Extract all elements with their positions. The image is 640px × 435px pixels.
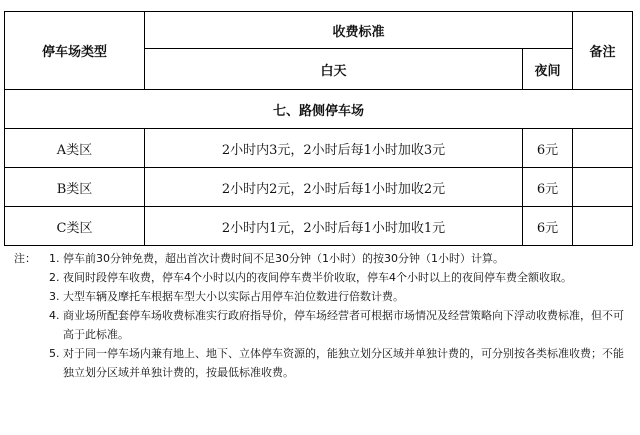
section-row bbox=[5, 90, 633, 129]
night-fee-cell: 6元 bbox=[523, 168, 573, 207]
night-fee-cell: 6元 bbox=[523, 129, 573, 168]
note-item bbox=[49, 249, 624, 268]
zone-cell: A类区 bbox=[5, 129, 145, 168]
note-item bbox=[49, 287, 624, 306]
section-title: 七、路侧停车场 bbox=[5, 90, 633, 129]
note-number: 2. bbox=[49, 271, 60, 284]
note-text: 商业场所配套停车场收费标准实行政府指导价，停车场经营者可根据市场情况及经营策略向下浮动收费标准，但不可高于此标准。 bbox=[63, 309, 624, 341]
note-text: 对于同一停车场内兼有地上、地下、立体停车资源的，能独立划分区域并单独计费的，可分别按各类标准收费；不能独立划分区域并单独计费的，按最低标准收费。 bbox=[63, 347, 624, 379]
day-fee-cell: 2小时内2元，2小时后每1小时加收2元 bbox=[145, 168, 523, 207]
header-day: 白天 bbox=[145, 49, 523, 90]
remark-cell bbox=[573, 168, 633, 207]
note-number: 5. bbox=[49, 347, 60, 360]
header-fee-standard: 收费标准 bbox=[145, 12, 573, 49]
zone-cell: C类区 bbox=[5, 207, 145, 246]
table-row bbox=[5, 168, 633, 207]
parking-fee-table bbox=[4, 11, 633, 246]
note-item bbox=[49, 344, 624, 382]
day-fee-cell: 2小时内1元，2小时后每1小时加收1元 bbox=[145, 207, 523, 246]
zone-cell: B类区 bbox=[5, 168, 145, 207]
table-row bbox=[5, 129, 633, 168]
header-row-1 bbox=[5, 12, 633, 49]
fee-table-container bbox=[4, 11, 632, 246]
remark-cell bbox=[573, 207, 633, 246]
note-number: 4. bbox=[49, 309, 60, 322]
note-text: 大型车辆及摩托车根据车型大小以实际占用停车泊位数进行倍数计费。 bbox=[63, 290, 404, 303]
day-fee-cell: 2小时内3元，2小时后每1小时加收3元 bbox=[145, 129, 523, 168]
note-item bbox=[49, 268, 624, 287]
header-type: 停车场类型 bbox=[5, 12, 145, 90]
header-night: 夜间 bbox=[523, 49, 573, 90]
note-number: 3. bbox=[49, 290, 60, 303]
note-text: 停车前30分钟免费，超出首次计费时间不足30分钟（1小时）的按30分钟（1小时）计算。 bbox=[63, 252, 504, 265]
notes-intro: 注： bbox=[14, 252, 36, 265]
note-number: 1. bbox=[49, 252, 60, 265]
note-text: 夜间时段停车收费，停车4个小时以内的夜间停车费半价收取，停车4个小时以上的夜间停车费全额收取。 bbox=[63, 271, 572, 284]
notes-block bbox=[14, 249, 624, 382]
note-item bbox=[49, 306, 624, 344]
header-remark: 备注 bbox=[573, 12, 633, 90]
night-fee-cell: 6元 bbox=[523, 207, 573, 246]
table-row bbox=[5, 207, 633, 246]
remark-cell bbox=[573, 129, 633, 168]
